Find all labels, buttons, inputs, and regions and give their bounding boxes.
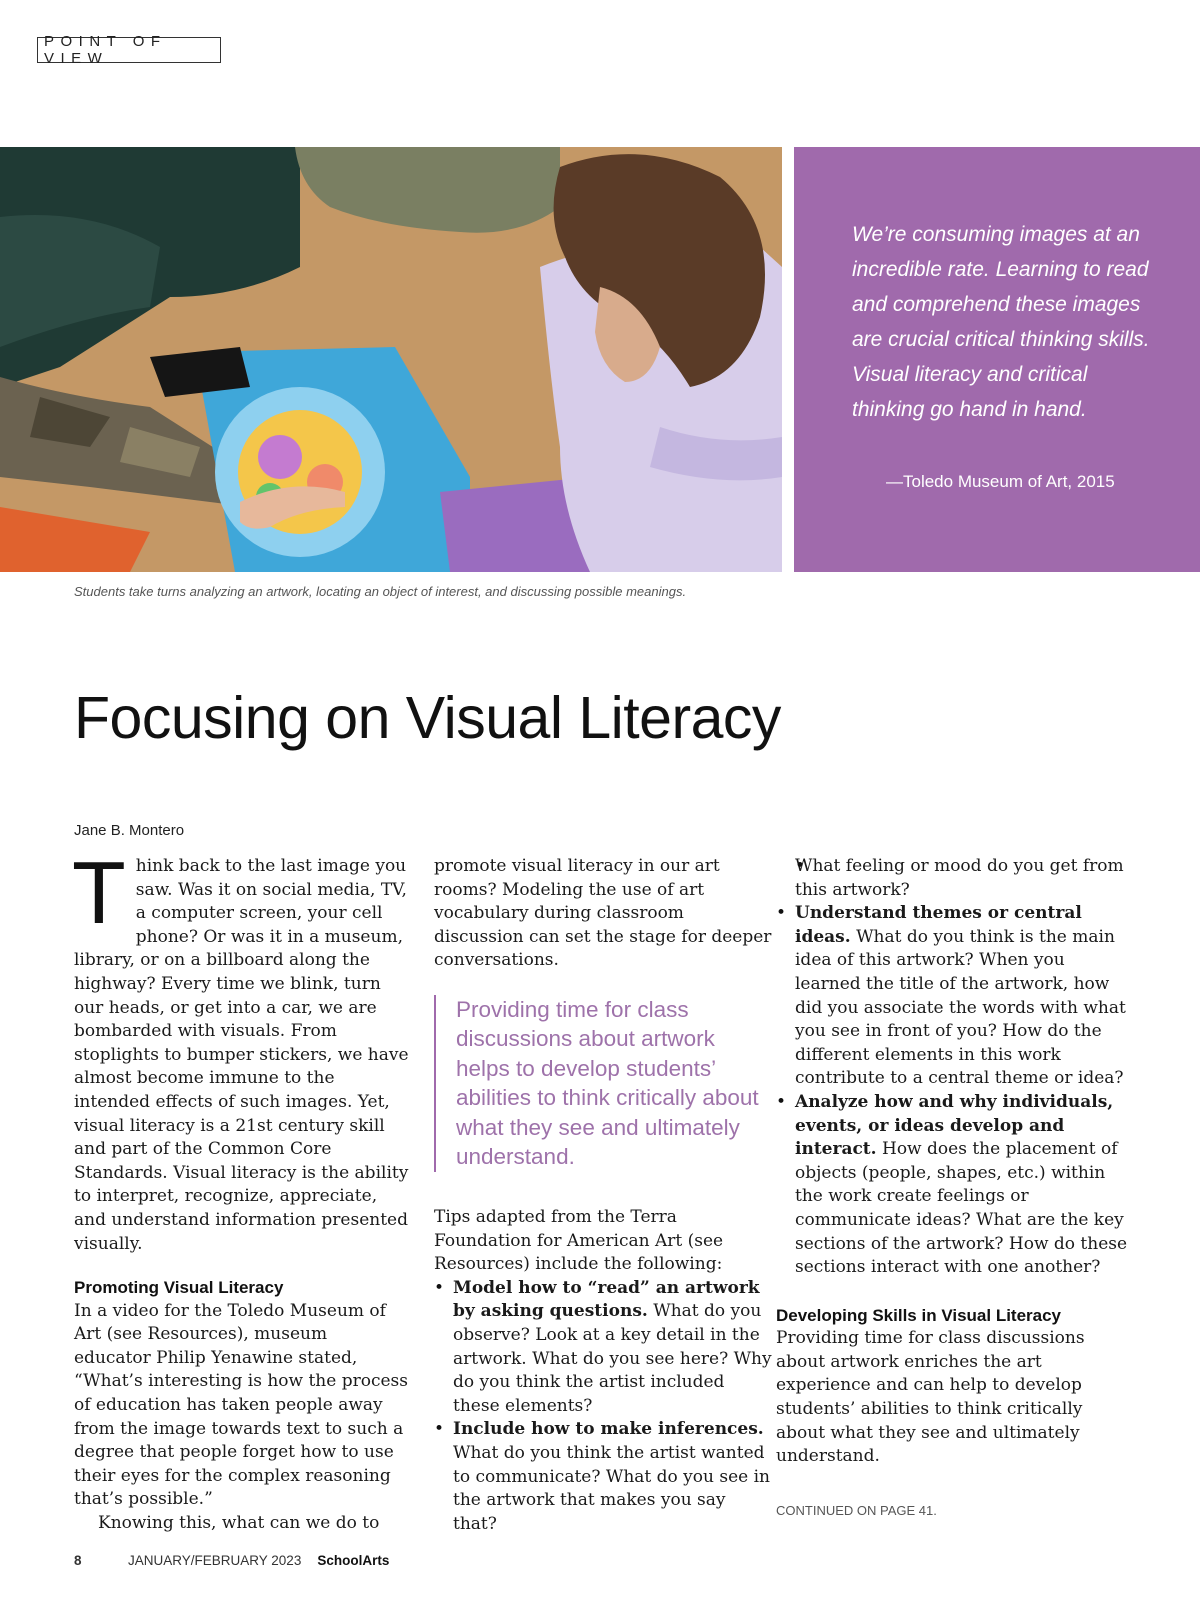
pull-quote: Providing time for class discussions about artwork helps to develop students’ abilities to think critically about what they see and ultimately understand. — [434, 995, 774, 1172]
tip-text-cont: What feeling or mood do you get from this artwork? — [795, 856, 1124, 900]
tip-lead: Model how to “read” an artwork by asking questions. — [453, 1277, 760, 1322]
intro-paragraph — [72, 843, 409, 1256]
tip-lead: Analyze how and why individuals, events, or ideas develop and interact. — [795, 1091, 1114, 1160]
tip-lead: Understand themes or central ideas. — [795, 903, 1082, 947]
tip-item — [434, 1277, 774, 1419]
column-2 — [434, 855, 774, 1536]
subhead-promoting: Promoting Visual Literacy — [74, 1278, 284, 1298]
tip-lead: Include how to make inferences. — [453, 1419, 764, 1440]
section1-paragraph-2 — [74, 1512, 409, 1536]
article-title: Focusing on Visual Literacy — [74, 685, 781, 751]
section1-paragraph-2-start: Knowing this, what can we do to — [98, 1513, 380, 1534]
intro-text: hink back to the last image you saw. Was it on social media, TV, a computer screen, your cell phone? Or was it in a museum, library, or on a billboard along the highway? Every time we blink, turn our heads, or get into a car, we are bombarded with visuals. From stoplights to bumper stickers, we have almost become immune to the intended effects of such images. Yet, visual literacy is a 21st century skill and part of the Common Core Standards. Visual literacy is the ability to interpret, recognize, appreciate, and understand information presented visually. — [74, 856, 409, 1254]
quote-source: —Toledo Museum of Art, 2015 — [886, 472, 1115, 491]
tip-item — [776, 1091, 1135, 1280]
byline: Jane B. Montero — [74, 822, 185, 839]
tip-item-cont — [795, 855, 1135, 902]
quote-panel — [794, 147, 1200, 572]
subhead-developing: Developing Skills in Visual Literacy — [776, 1305, 1062, 1325]
drop-cap: T — [72, 843, 126, 942]
section2-paragraph-1: Providing time for class discussions about artwork enriches the art experience and can help to develop students’ abilities to think critically about what they see and ultimately understand. — [776, 1328, 1085, 1467]
continued-note: CONTINUED ON PAGE 41. — [776, 1502, 937, 1518]
page-number: 8 — [74, 1553, 82, 1568]
tip-text: How does the placement of objects (people, shapes, etc.) within the work create feelings or communicate ideas? What are the key sections of the artwork? How do these sections interact with one another? — [795, 1139, 1128, 1278]
tips-intro: Tips adapted from the Terra Foundation for American Art (see Resources) include the following: — [434, 1206, 724, 1275]
issue-date: JANUARY/FEBRUARY 2023 — [128, 1553, 302, 1568]
section-tag: POINT OF VIEW — [37, 37, 221, 63]
tips-list-2 — [776, 902, 1135, 1280]
magazine-name: SchoolArts — [317, 1553, 390, 1568]
tip-text: What do you observe? Look at a key detail in the artwork. What do you see here? Why do you think the artist included these elements? — [453, 1301, 772, 1416]
section1-paragraph-1: In a video for the Toledo Museum of Art (see Resources), museum educator Philip Yenawine stated, “What’s interesting is how the process of education has taken people away from the image towards text to such a degree that people forget how to use their eyes for the complex reasoning that’s possible.” — [74, 1300, 408, 1510]
quote-text: We’re consuming images at an incredible rate. Learning to read and comprehend these images are crucial critical thinking skills. Visual literacy and critical thinking go hand in hand. — [852, 223, 1150, 421]
column-3 — [776, 855, 1135, 1522]
tip-text-part: What do you think the artist wanted to communicate? What do you see in the artwork that makes you say that? — [453, 1442, 771, 1534]
tips-list-cont — [795, 855, 1135, 902]
section1-paragraph-2-cont: promote visual literacy in our art rooms? Modeling the use of art vocabulary during classroom discussion can set the stage for deeper conversations. — [434, 856, 772, 971]
tips-list — [434, 1277, 774, 1537]
photo-caption: Students take turns analyzing an artwork, locating an object of interest, and discussing possible meanings. — [74, 584, 687, 599]
tip-text: What do you think is the main idea of this artwork? When you learned the title of the artwork, how did you associate the words with what you see in front of you? How do the different elements in this work contribute to a central theme or idea? — [795, 926, 1126, 1089]
article-photo — [0, 147, 782, 572]
tip-item — [434, 1418, 774, 1536]
page-footer — [74, 1553, 389, 1568]
column-1 — [72, 843, 409, 1536]
tip-item — [776, 902, 1135, 1091]
